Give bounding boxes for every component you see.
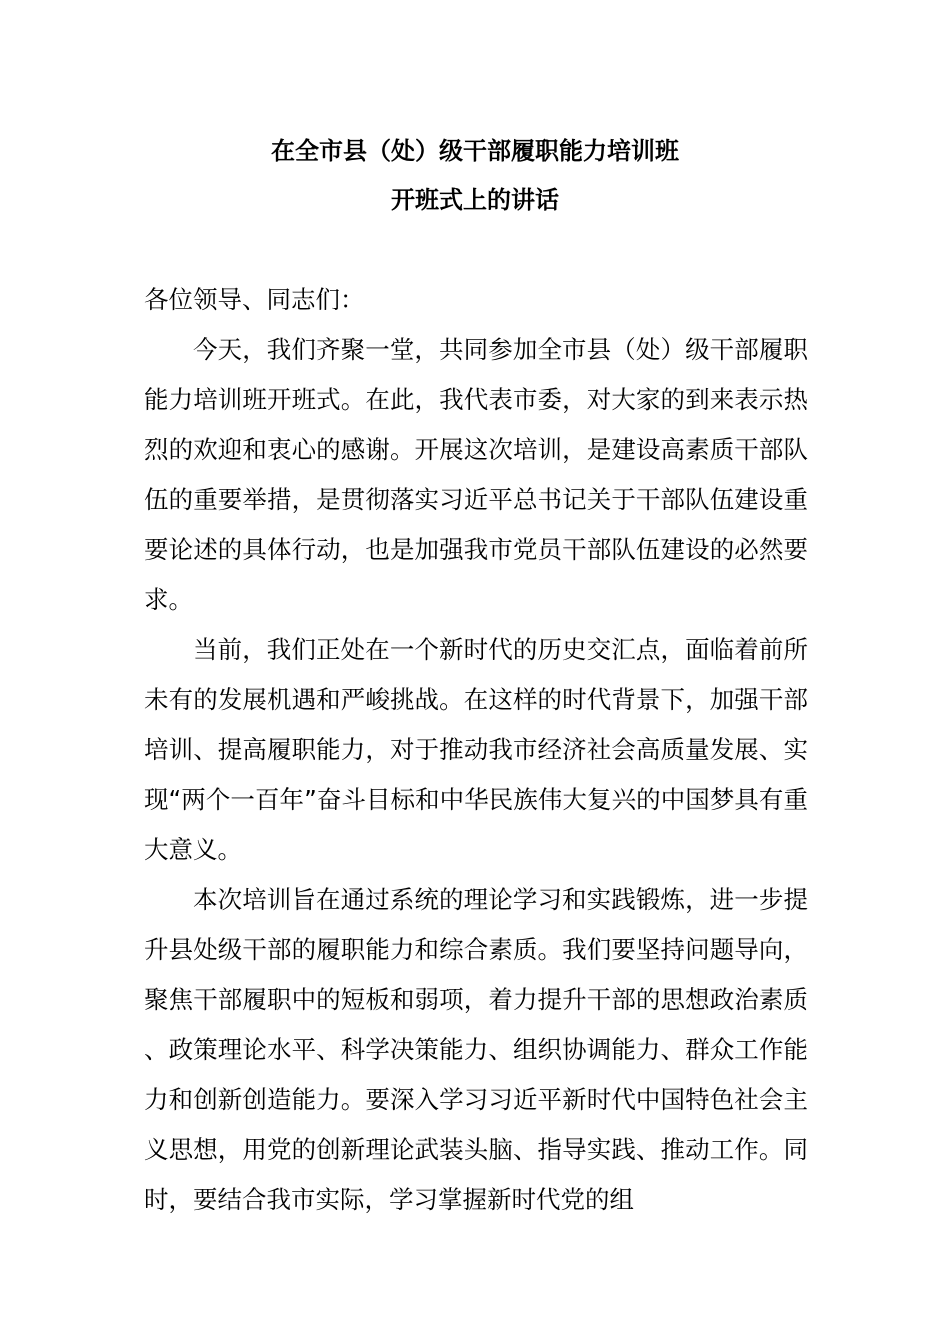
document-body: [144, 275, 808, 1225]
paragraph-1: 今天，我们齐聚一堂，共同参加全市县（处）级干部履职能力培训班开班式。在此，我代表市委，对大家的到来表示热烈的欢迎和衷心的感谢。开展这次培训，是建设高素质干部队伍的重要举措，是贯彻落实习近平总书记关于干部队伍建设重要论述的具体行动，也是加强我市党员干部队伍建设的必然要求。: [144, 335, 808, 614]
greeting: 各位领导、同志们：: [144, 285, 365, 314]
paragraph-2: 当前，我们正处在一个新时代的历史交汇点，面临着前所未有的发展机遇和严峻挑战。在这样的时代背景下，加强干部培训、提高履职能力，对于推动我市经济社会高质量发展、实现“两个一百年”奋斗目标和中华民族伟大复兴的中国梦具有重大意义。: [144, 635, 808, 864]
paragraph-3: 本次培训旨在通过系统的理论学习和实践锻炼，进一步提升县处级干部的履职能力和综合素质。我们要坚持问题导向，聚焦干部履职中的短板和弱项，着力提升干部的思想政治素质、政策理论水平、科学决策能力、组织协调能力、群众工作能力和创新创造能力。要深入学习习近平新时代中国特色社会主义思想，用党的创新理论武装头脑、指导实践、推动工作。同时，要结合我市实际，学习掌握新时代党的组: [144, 885, 808, 1214]
document-title-line-2: 开班式上的讲话: [391, 186, 559, 214]
document-title-line-1: 在全市县（处）级干部履职能力培训班: [271, 137, 679, 165]
